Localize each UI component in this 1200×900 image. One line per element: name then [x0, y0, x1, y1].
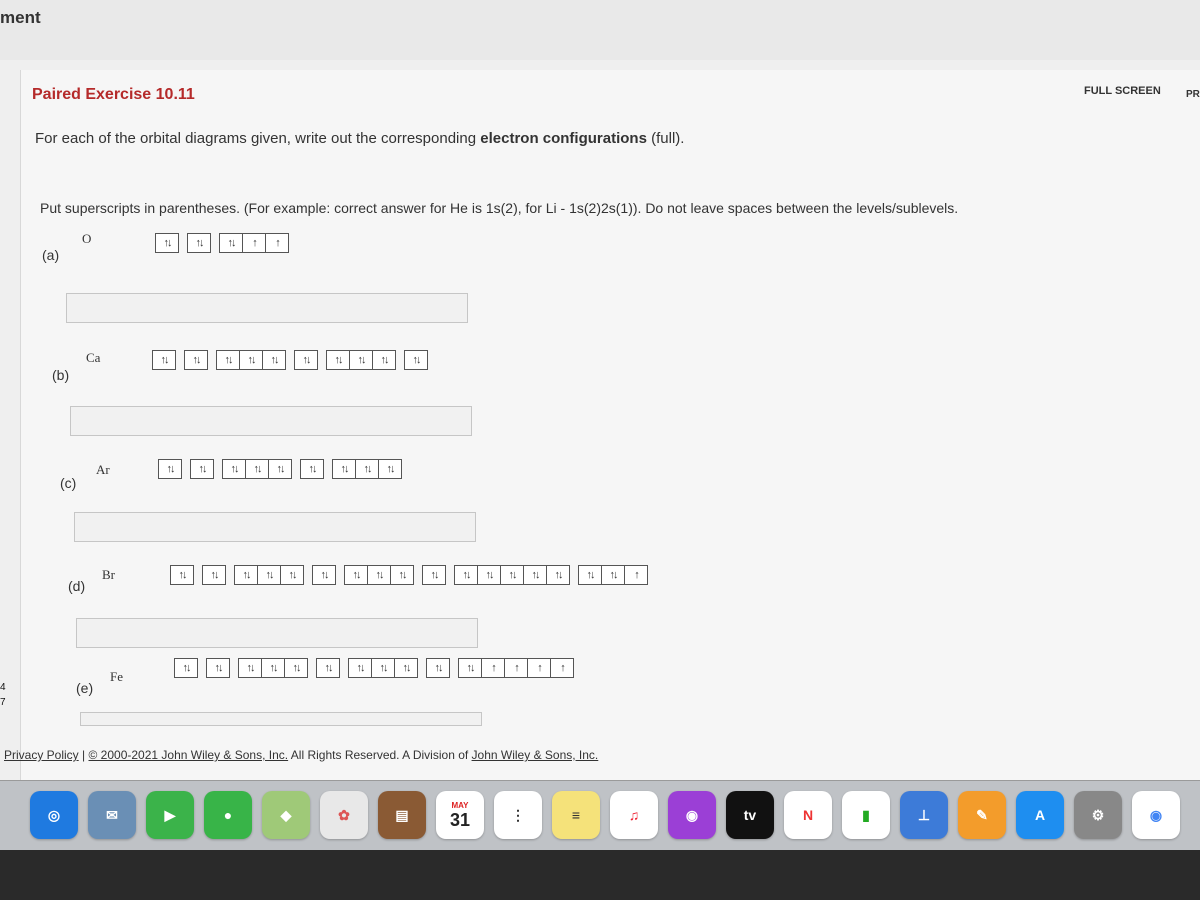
- orbital-box: ↑: [528, 659, 551, 677]
- orbital-box: ↑↓: [430, 569, 438, 581]
- orbital-box: ↑↓: [333, 460, 356, 478]
- orbital-group: [454, 565, 570, 585]
- orbital-box: ↑↓: [524, 566, 547, 584]
- orbital-box: ↑↓: [220, 234, 243, 252]
- pages-icon[interactable]: ✎: [958, 791, 1006, 839]
- orbital-box: ↑↓: [223, 460, 246, 478]
- element-symbol: Ca: [86, 350, 101, 365]
- orbital-box: ↑↓: [554, 569, 562, 581]
- orbital-box: ↑↓: [579, 566, 602, 584]
- footer-separator: |: [82, 748, 86, 762]
- print-button[interactable]: PR: [1186, 89, 1200, 100]
- orbital-group: [234, 565, 304, 585]
- orbital-box: ↑↓: [182, 662, 190, 674]
- answer-input[interactable]: [80, 712, 482, 726]
- orbital-box: ↑↓: [166, 463, 174, 475]
- chrome-icon[interactable]: ◉: [1132, 791, 1180, 839]
- instruction-text: [35, 130, 684, 147]
- orbital-box: ↑↓: [402, 662, 410, 674]
- problem-label: (d): [68, 578, 86, 594]
- notes-icon[interactable]: ▤: [378, 791, 426, 839]
- orbital-group: [316, 658, 340, 678]
- element-symbol: O: [82, 231, 92, 246]
- problem-label: (b): [52, 367, 70, 383]
- orbital-box: ↑↓: [240, 351, 263, 369]
- orbital-box: ↑↓: [478, 566, 501, 584]
- system-preferences-icon[interactable]: ⚙: [1074, 791, 1122, 839]
- formatting-note: Put superscripts in parentheses. (For example: correct answer for He is 1s(2), for Li - 1s(2)2s(1)). Do not leave spaces between the levels/sublevels.: [40, 200, 959, 216]
- orbital-group: [238, 658, 308, 678]
- browser-tab-strip: [0, 0, 1200, 60]
- orbital-box: ↑↓: [368, 566, 391, 584]
- orbital-box: ↑↓: [258, 566, 281, 584]
- orbital-box: ↑↓: [292, 662, 300, 674]
- orbital-box: ↑↓: [372, 659, 395, 677]
- orbital-box: ↑↓: [345, 566, 368, 584]
- orbital-group: [206, 658, 230, 678]
- orbital-box: ↑↓: [276, 463, 284, 475]
- copyright-link[interactable]: © 2000-2021 John Wiley & Sons, Inc.: [88, 748, 289, 762]
- problem-label: (e): [76, 680, 94, 696]
- orbital-box: ↑↓: [308, 463, 316, 475]
- bezel: [0, 850, 1200, 900]
- maps-icon[interactable]: ◆: [262, 791, 310, 839]
- orbital-box: ↑: [275, 237, 279, 249]
- tv-label: tv: [743, 807, 757, 823]
- orbital-group: [184, 350, 208, 370]
- orbital-box: ↑↓: [262, 659, 285, 677]
- side-numbers: [0, 658, 6, 708]
- orbital-box: ↑↓: [380, 354, 388, 366]
- orbital-box: ↑↓: [356, 460, 379, 478]
- orbital-group: [158, 459, 182, 479]
- browser-title-fragment: ment: [0, 8, 41, 27]
- orbital-box: ↑↓: [386, 463, 394, 475]
- orbital-box: ↑: [560, 662, 564, 674]
- orbital-box: ↑↓: [217, 351, 240, 369]
- orbital-diagram: [170, 565, 648, 585]
- orbital-box: ↑↓: [434, 662, 442, 674]
- orbital-box: ↑↓: [163, 237, 171, 249]
- instruction-bold: electron configurations: [480, 130, 647, 147]
- orbital-group: [187, 233, 211, 253]
- orbital-box: ↑↓: [195, 237, 203, 249]
- calendar-icon[interactable]: [436, 791, 484, 839]
- podcasts-icon[interactable]: ◉: [668, 791, 716, 839]
- answer-input[interactable]: [74, 512, 476, 542]
- privacy-policy-link[interactable]: Privacy Policy: [4, 748, 79, 762]
- problem-label: (c): [60, 475, 77, 491]
- orbital-box: ↑↓: [210, 569, 218, 581]
- orbital-box: ↑↓: [192, 354, 200, 366]
- orbital-box: ↑↓: [501, 566, 524, 584]
- orbital-group: [170, 565, 194, 585]
- orbital-group: [426, 658, 450, 678]
- orbital-group: [326, 350, 396, 370]
- problem-label: (a): [42, 247, 60, 263]
- element-symbol: Ar: [96, 462, 110, 477]
- orbital-box: ↑↓: [239, 659, 262, 677]
- orbital-group: [332, 459, 402, 479]
- orbital-diagram: [158, 459, 402, 479]
- orbital-box: ↑: [482, 659, 505, 677]
- reminders-icon[interactable]: ⋮: [494, 791, 542, 839]
- orbital-box: ↑↓: [288, 569, 296, 581]
- music-icon[interactable]: ♫: [610, 791, 658, 839]
- division-link[interactable]: John Wiley & Sons, Inc.: [471, 748, 599, 762]
- orbital-group: [202, 565, 226, 585]
- orbital-box: ↑↓: [160, 354, 168, 366]
- photos-icon[interactable]: ✿: [320, 791, 368, 839]
- orbital-box: ↑↓: [459, 659, 482, 677]
- macos-dock: [0, 780, 1200, 851]
- orbital-box: ↑↓: [324, 662, 332, 674]
- orbital-diagram: [174, 658, 574, 678]
- messages-icon[interactable]: ●: [204, 791, 252, 839]
- orbital-group: [155, 233, 179, 253]
- orbital-box: ↑↓: [602, 566, 625, 584]
- orbital-box: ↑↓: [327, 351, 350, 369]
- notes2-icon[interactable]: ≡: [552, 791, 600, 839]
- orbital-group: [190, 459, 214, 479]
- orbital-box: ↑↓: [455, 566, 478, 584]
- answer-input[interactable]: [70, 406, 472, 436]
- full-screen-button[interactable]: FULL SCREEN: [1084, 85, 1161, 97]
- orbital-box: ↑↓: [246, 460, 269, 478]
- element-symbol: Br: [102, 567, 115, 582]
- orbital-group: [404, 350, 428, 370]
- orbital-box: ↑↓: [214, 662, 222, 674]
- orbital-box: ↑↓: [178, 569, 186, 581]
- element-symbol: Fe: [110, 669, 123, 684]
- orbital-box: ↑↓: [349, 659, 372, 677]
- calendar-day: 31: [449, 809, 471, 830]
- orbital-box: ↑↓: [412, 354, 420, 366]
- orbital-group: [152, 350, 176, 370]
- numbers-icon[interactable]: ▮: [842, 791, 890, 839]
- orbital-group: [219, 233, 289, 253]
- page-footer: [4, 748, 598, 762]
- facetime-icon[interactable]: ▶: [146, 791, 194, 839]
- tv-icon[interactable]: [726, 791, 774, 839]
- orbital-group: [216, 350, 286, 370]
- orbital-box: ↑↓: [320, 569, 328, 581]
- orbital-group: [312, 565, 336, 585]
- orbital-box: ↑↓: [235, 566, 258, 584]
- orbital-diagram: [152, 350, 428, 370]
- answer-input[interactable]: [66, 293, 468, 323]
- orbital-box: ↑↓: [198, 463, 206, 475]
- orbital-group: [174, 658, 198, 678]
- footer-rights: All Rights Reserved. A Division of: [288, 748, 472, 762]
- orbital-group: [348, 658, 418, 678]
- orbital-box: ↑: [243, 234, 266, 252]
- orbital-group: [300, 459, 324, 479]
- mail-icon[interactable]: ✉: [88, 791, 136, 839]
- orbital-group: [422, 565, 446, 585]
- orbital-box: ↑↓: [270, 354, 278, 366]
- instruction-part: (full).: [646, 130, 685, 147]
- orbital-group: [222, 459, 292, 479]
- orbital-box: ↑: [505, 659, 528, 677]
- orbital-group: [578, 565, 648, 585]
- orbital-box: ↑: [634, 569, 638, 581]
- instruction-part: For each of the orbital diagrams given, write out the corresponding: [35, 130, 481, 147]
- side-number: 7: [0, 697, 6, 708]
- orbital-box: ↑↓: [398, 569, 406, 581]
- news-icon[interactable]: N: [784, 791, 832, 839]
- orbital-box: ↑↓: [350, 351, 373, 369]
- orbital-group: [294, 350, 318, 370]
- orbital-box: ↑↓: [302, 354, 310, 366]
- safari-icon[interactable]: ◎: [30, 791, 78, 839]
- orbital-group: [344, 565, 414, 585]
- orbital-diagram: [155, 233, 289, 253]
- exercise-title: Paired Exercise 10.11: [32, 86, 195, 103]
- calendar-month: MAY: [451, 800, 469, 810]
- answer-input[interactable]: [76, 618, 478, 648]
- app-store-icon[interactable]: A: [1016, 791, 1064, 839]
- keynote-icon[interactable]: ⊥: [900, 791, 948, 839]
- orbital-group: [458, 658, 574, 678]
- side-number: 4: [0, 682, 6, 693]
